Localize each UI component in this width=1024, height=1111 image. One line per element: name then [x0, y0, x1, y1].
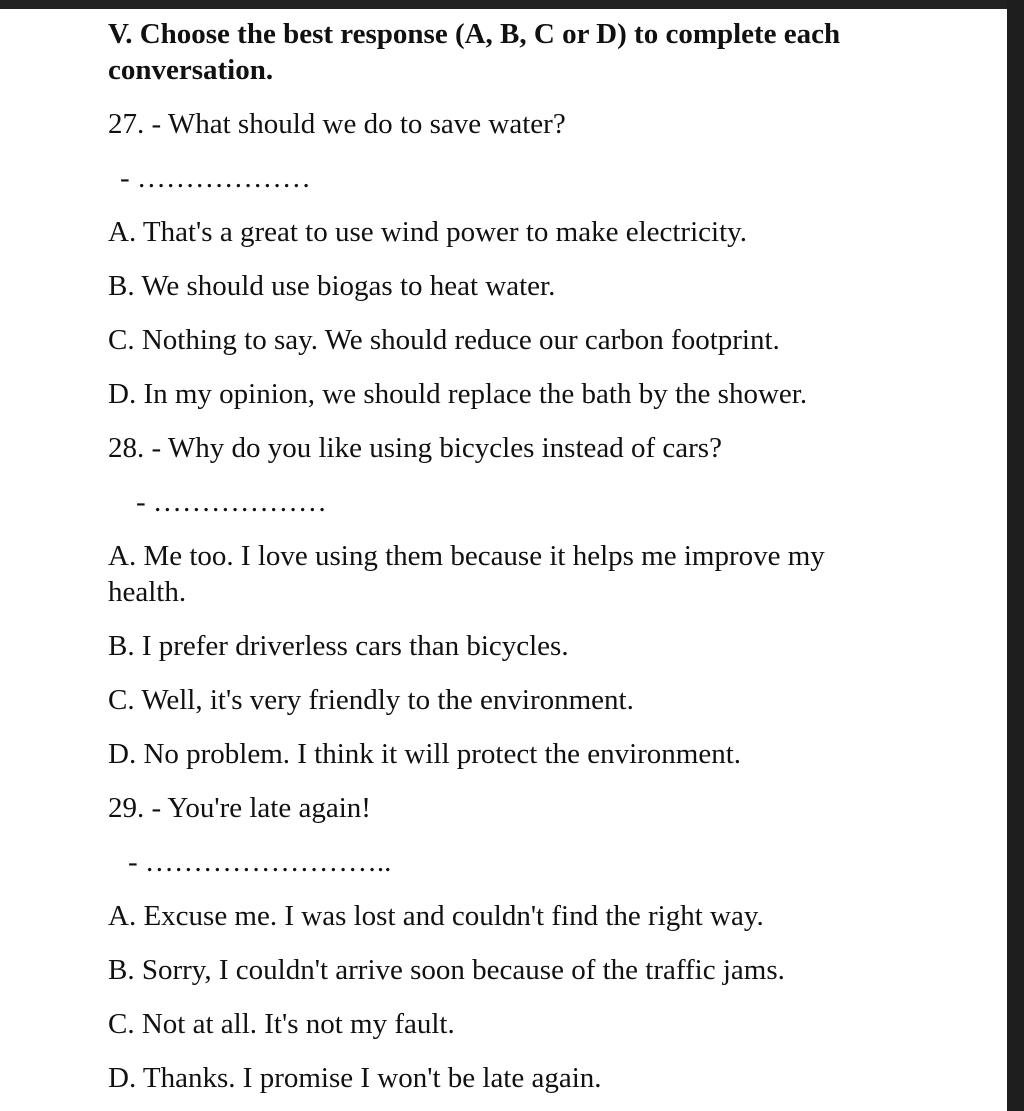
question-27-prompt: 27. - What should we do to save water?: [108, 108, 566, 140]
question-29-blank: - ……………………..: [128, 846, 392, 878]
question-28-option-b: B. I prefer driverless cars than bicycles.: [108, 630, 569, 662]
section-heading: V. Choose the best response (A, B, C or D) to complete each conversation.: [108, 18, 841, 86]
right-border: [1007, 0, 1024, 1111]
question-27-option-c: C. Nothing to say. We should reduce our carbon footprint.: [108, 324, 780, 356]
worksheet-content: [108, 16, 908, 1111]
question-29-option-a: A. Excuse me. I was lost and couldn't find the right way.: [108, 900, 764, 932]
question-27-option-b: B. We should use biogas to heat water.: [108, 270, 556, 302]
question-28-option-c: C. Well, it's very friendly to the environment.: [108, 684, 634, 716]
question-27-option-a: A. That's a great to use wind power to make electricity.: [108, 216, 747, 248]
question-29-prompt: 29. - You're late again!: [108, 792, 371, 824]
question-27-option-d: D. In my opinion, we should replace the bath by the shower.: [108, 378, 808, 410]
question-28-option-a: A. Me too. I love using them because it helps me improve my health.: [108, 540, 825, 608]
question-29-option-b: B. Sorry, I couldn't arrive soon because of the traffic jams.: [108, 954, 785, 986]
question-27-blank: - ………………: [120, 162, 311, 194]
question-28-blank: - ………………: [136, 486, 327, 518]
question-29-option-c: C. Not at all. It's not my fault.: [108, 1008, 455, 1040]
question-29-option-d: D. Thanks. I promise I won't be late again.: [108, 1062, 602, 1094]
question-28-prompt: 28. - Why do you like using bicycles instead of cars?: [108, 432, 722, 464]
top-border: [0, 0, 1024, 9]
question-28-option-d: D. No problem. I think it will protect the environment.: [108, 738, 742, 770]
